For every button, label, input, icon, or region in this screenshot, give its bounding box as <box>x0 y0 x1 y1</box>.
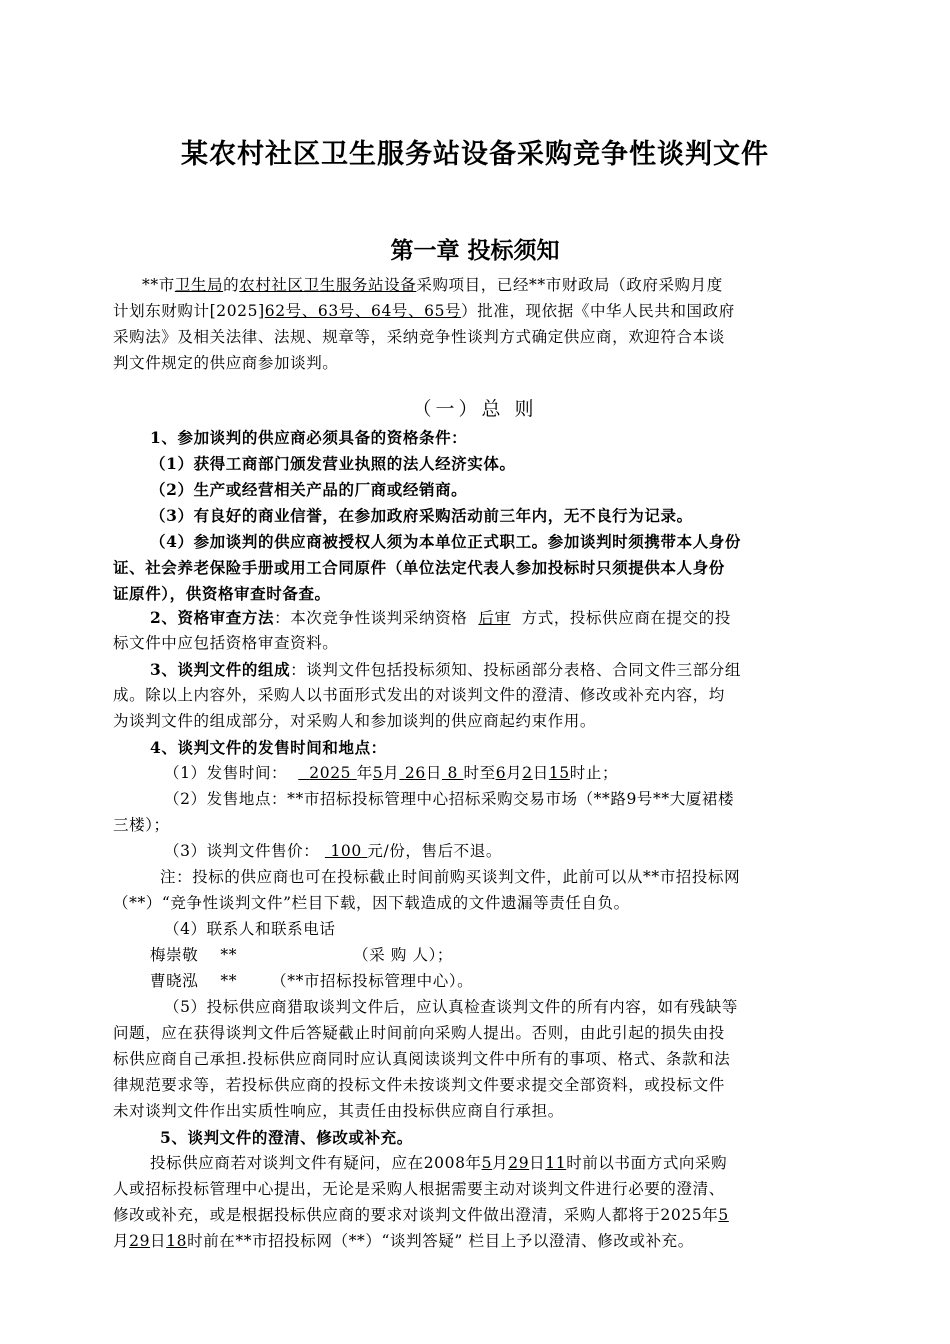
clarification-cont <box>113 1202 853 1229</box>
qualification-heading: 1、参加谈判的供应商必须具备的资格条件： <box>150 428 468 447</box>
check-cont: 标供应商自己承担.投标供应商同时应认真阅读谈判文件中所有的事项、格式、条款和法 <box>113 1050 731 1068</box>
underlined-text: 62号、63号、64号、65号 <box>264 302 462 320</box>
underlined-text: 卫生局 <box>174 276 224 294</box>
text: 月 <box>492 1154 509 1172</box>
underlined-value: 5 <box>372 764 384 782</box>
check-line: （5）投标供应商猎取谈判文件后，应认真检查谈判文件的所有内容，如有残缺等 <box>164 998 738 1016</box>
underlined-text: 农村社区卫生服务站设备 <box>239 276 417 294</box>
sale-time-line <box>164 760 904 787</box>
text: ：谈判文件包括投标须知、投标函部分表格、合同文件三部分组 <box>290 661 741 679</box>
text: 的 <box>223 276 240 294</box>
text: 修改或补充，或是根据投标供应商的要求对谈判文件做出澄清，采购人都将于2025年 <box>113 1206 719 1224</box>
clarification-cont: 人或招标投标管理中心提出，无论是采购人根据需要主动对谈判文件进行必要的澄清、 <box>113 1180 725 1198</box>
text: **市 <box>142 276 175 294</box>
value: 8 <box>447 764 458 782</box>
text: 计划东财购计[2025] <box>113 302 265 320</box>
qualification-item: （4）参加谈判的供应商被授权人须为本单位正式职工。参加谈判时须携带本人身份 <box>150 532 741 551</box>
review-method-line <box>150 604 890 632</box>
text: 方式，投标供应商在提交的投 <box>521 609 731 627</box>
text: 时前以书面方式向采购 <box>566 1154 728 1172</box>
clarification-line <box>150 1150 890 1177</box>
text: ）批准，现依据《中华人民共和国政府 <box>461 302 735 320</box>
value: 100 <box>330 842 362 860</box>
check-cont: 问题，应在获得谈判文件后答疑截止时间前向采购人提出。否则，由此引起的损失由投 <box>113 1024 725 1042</box>
contact-role: （采 购 人）； <box>353 946 454 964</box>
review-method-cont: 标文件中应包括资格审查资料。 <box>113 634 339 652</box>
sale-heading: 4、谈判文件的发售时间和地点： <box>150 738 387 757</box>
underlined-value: 后审 <box>478 609 511 627</box>
contact-role: （**市招标投标管理中心）。 <box>271 972 474 990</box>
text: （3）谈判文件售价： <box>164 842 320 860</box>
composition-line <box>150 656 890 684</box>
note-cont: （**）“竞争性谈判文件”栏目下载，因下载造成的文件遗漏等责任自负。 <box>113 894 630 912</box>
intro-line-3: 采购法》及相关法律、法规、规章等，采纳竞争性谈判方式确定供应商，欢迎符合本谈 <box>113 328 725 346</box>
underlined-value: 15 <box>548 764 570 782</box>
qualification-item: （3）有良好的商业信誉，在参加政府采购活动前三年内，无不良行为记录。 <box>150 506 693 525</box>
contact-row <box>150 942 890 969</box>
clarification-heading: 5、谈判文件的澄清、修改或补充。 <box>160 1128 413 1147</box>
intro-line-1 <box>142 272 882 299</box>
underlined-value: 18 <box>166 1232 188 1250</box>
underlined-value <box>325 842 367 860</box>
section-heading: （一）总 则 <box>412 398 538 420</box>
text: 时止； <box>569 764 619 782</box>
value: 2025 <box>309 764 352 782</box>
contact-row <box>150 968 890 995</box>
bold-heading: 3、谈判文件的组成 <box>150 660 291 679</box>
document-title: 某农村社区卫生服务站设备采购竞争性谈判文件 <box>181 139 769 170</box>
sale-place-cont: 三楼）； <box>113 816 170 834</box>
text: 月 <box>506 764 523 782</box>
clarification-cont <box>113 1228 853 1255</box>
underlined-value: 29 <box>508 1154 530 1172</box>
text: 时至 <box>463 764 496 782</box>
text: 采购项目，已经**市财政局（政府采购月度 <box>416 276 723 294</box>
underlined-value: 2 <box>522 764 533 782</box>
underlined-value <box>399 764 425 782</box>
text: 年 <box>356 764 373 782</box>
qualification-item-cont: 证、社会养老保险手册或用工合同原件（单位法定代表人参加投标时只须提供本人身份 <box>113 558 725 577</box>
intro-line-2 <box>113 298 853 325</box>
contact-name: 曹晓泓 <box>150 972 199 990</box>
qualification-item: （1）获得工商部门颁发营业执照的法人经济实体。 <box>150 454 516 473</box>
bold-heading: 2、资格审查方法 <box>150 608 275 627</box>
contact-phone: ** <box>220 972 238 990</box>
check-cont: 律规范要求等，若投标供应商的投标文件未按谈判文件要求提交全部资料，或投标文件 <box>113 1076 725 1094</box>
underlined-value: 11 <box>545 1154 567 1172</box>
intro-line-4: 判文件规定的供应商参加谈判。 <box>113 354 339 372</box>
value: 26 <box>404 764 426 782</box>
contact-phone: ** <box>220 946 238 964</box>
text: （1）发售时间： <box>164 764 288 782</box>
qualification-item-cont: 证原件），供资格审查时备查。 <box>113 584 331 603</box>
qualification-item: （2）生产或经营相关产品的厂商或经销商。 <box>150 480 468 499</box>
underlined-value <box>298 764 356 782</box>
underlined-value: 5 <box>481 1154 493 1172</box>
text: 日 <box>532 764 549 782</box>
chapter-heading: 第一章 投标须知 <box>390 238 560 264</box>
contact-name: 梅崇敬 <box>150 946 199 964</box>
text: 月 <box>113 1232 130 1250</box>
underlined-value: 5 <box>718 1206 729 1224</box>
text: 投标供应商若对谈判文件有疑问，应在2008年 <box>150 1154 482 1172</box>
composition-cont: 成。除以上内容外，采购人以书面形式发出的对谈判文件的澄清、修改或补充内容，均 <box>113 686 725 704</box>
underlined-value: 6 <box>495 764 507 782</box>
check-cont: 未对谈判文件作出实质性响应，其责任由投标供应商自行承担。 <box>113 1102 564 1120</box>
underlined-value <box>442 764 464 782</box>
contact-heading: （4）联系人和联系电话 <box>164 920 336 938</box>
text: 日 <box>150 1232 167 1250</box>
underlined-value: 29 <box>129 1232 151 1250</box>
text: ：本次竞争性谈判采纳资格 <box>274 609 468 627</box>
text: 日 <box>425 764 442 782</box>
text: 时前在**市招投标网（**）“谈判答疑” 栏目上予以澄清、修改或补充。 <box>187 1232 694 1250</box>
composition-cont: 为谈判文件的组成部分，对采购人和参加谈判的供应商起约束作用。 <box>113 712 597 730</box>
text: 月 <box>383 764 400 782</box>
price-line <box>164 838 904 865</box>
text: 元/份，售后不退。 <box>367 842 502 860</box>
note-line: 注：投标的供应商也可在投标截止时间前购买谈判文件，此前可以从**市招投标网 <box>160 868 741 886</box>
text: 日 <box>529 1154 546 1172</box>
sale-place-line: （2）发售地点：**市招标投标管理中心招标采购交易市场（**路9号**大厦裙楼 <box>164 790 735 808</box>
